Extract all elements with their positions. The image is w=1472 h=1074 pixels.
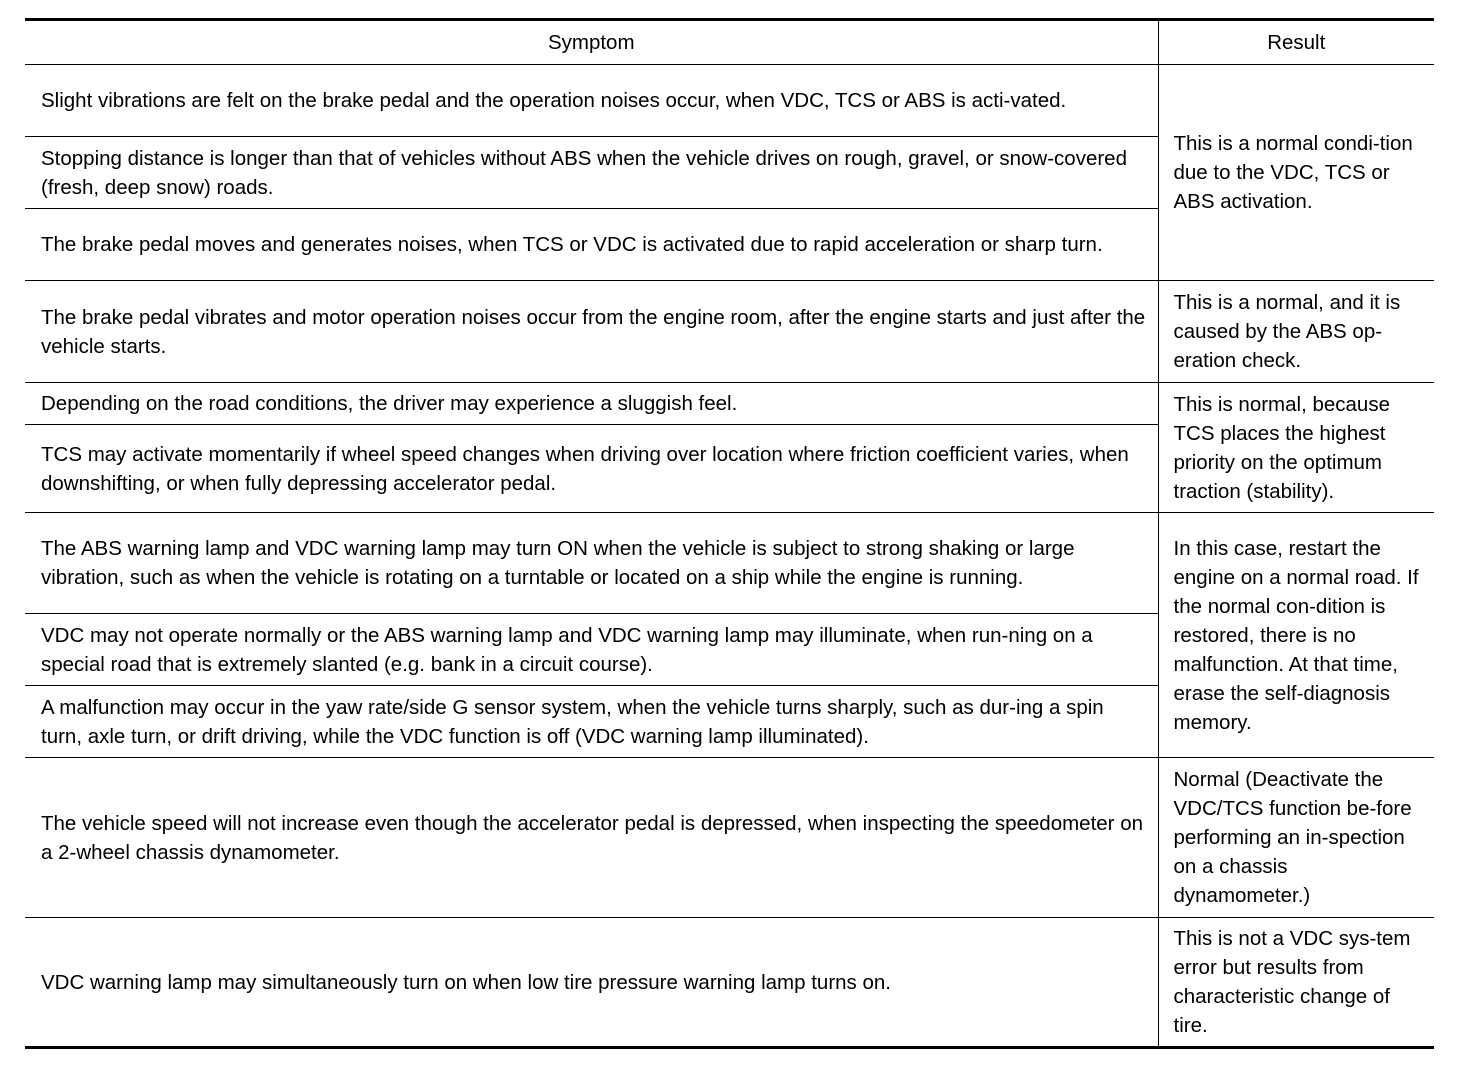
symptom-cell: Stopping distance is longer than that of vehicles without ABS when the vehicle drives on rough, gravel, or snow-covered (fresh, deep snow) roads. — [25, 137, 1158, 209]
result-cell: This is a normal condi-tion due to the VDC, TCS or ABS activation. — [1158, 65, 1434, 281]
symptom-cell: The vehicle speed will not increase even though the accelerator pedal is depressed, when inspecting the speedometer on a 2-wheel chassis dynamometer. — [25, 758, 1158, 918]
table-row — [25, 383, 1434, 425]
result-cell: In this case, restart the engine on a normal road. If the normal con-dition is restored, there is no malfunction. At that time, erase the self-diagnosis memory. — [1158, 513, 1434, 758]
symptom-cell: A malfunction may occur in the yaw rate/side G sensor system, when the vehicle turns sharply, such as dur-ing a spin turn, axle turn, or drift driving, while the VDC function is off (VDC warning lamp illuminated). — [25, 686, 1158, 758]
table-row — [25, 918, 1434, 1048]
table-row — [25, 281, 1434, 383]
symptom-cell: TCS may activate momentarily if wheel speed changes when driving over location where friction coefficient varies, when downshifting, or when fully depressing accelerator pedal. — [25, 425, 1158, 513]
result-column-header: Result — [1158, 20, 1434, 65]
result-cell: This is normal, because TCS places the highest priority on the optimum traction (stability). — [1158, 383, 1434, 513]
symptom-cell: VDC may not operate normally or the ABS warning lamp and VDC warning lamp may illuminate, when run-ning on a special road that is extremely slanted (e.g. bank in a circuit course). — [25, 614, 1158, 686]
header-row — [25, 20, 1434, 65]
table-row — [25, 758, 1434, 918]
symptom-cell: VDC warning lamp may simultaneously turn on when low tire pressure warning lamp turns on. — [25, 918, 1158, 1048]
symptom-cell: The ABS warning lamp and VDC warning lamp may turn ON when the vehicle is subject to strong shaking or large vibration, such as when the vehicle is rotating on a turntable or located on a ship while the engine is running. — [25, 513, 1158, 614]
result-cell: This is not a VDC sys-tem error but results from characteristic change of tire. — [1158, 918, 1434, 1048]
symptom-cell: Slight vibrations are felt on the brake pedal and the operation noises occur, when VDC, TCS or ABS is acti-vated. — [25, 65, 1158, 137]
symptom-cell: The brake pedal moves and generates noises, when TCS or VDC is activated due to rapid acceleration or sharp turn. — [25, 209, 1158, 281]
symptom-result-table — [25, 18, 1434, 1049]
symptom-cell: The brake pedal vibrates and motor operation noises occur from the engine room, after the engine starts and just after the vehicle starts. — [25, 281, 1158, 383]
result-cell: This is a normal, and it is caused by the ABS op-eration check. — [1158, 281, 1434, 383]
table-row — [25, 513, 1434, 614]
symptom-column-header: Symptom — [25, 20, 1158, 65]
result-cell: Normal (Deactivate the VDC/TCS function be-fore performing an in-spection on a chassis dynamometer.) — [1158, 758, 1434, 918]
symptom-cell: Depending on the road conditions, the driver may experience a sluggish feel. — [25, 383, 1158, 425]
table-row — [25, 65, 1434, 137]
